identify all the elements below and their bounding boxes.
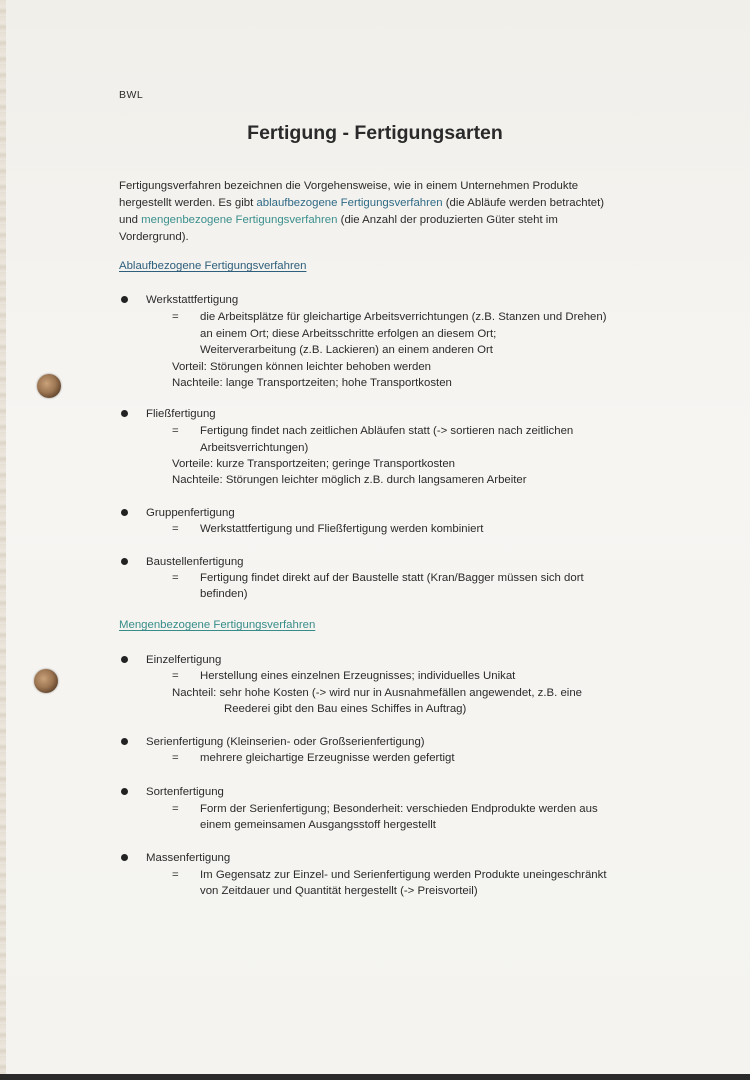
intro-line-2: hergestellt werden. Es gibt ablaufbezogene Fertigungsverfahren (die Abläufe werden betrachtet) xyxy=(119,197,605,209)
equals-sign: = xyxy=(172,670,179,682)
bullet-icon xyxy=(121,410,128,417)
item-detail: Fertigung findet direkt auf der Baustelle statt (Kran/Bagger müssen sich dort xyxy=(200,572,584,584)
item-detail: Arbeitsverrichtungen) xyxy=(200,442,309,454)
equals-sign: = xyxy=(172,803,179,815)
equals-sign: = xyxy=(172,523,179,535)
highlight-ablauf: ablaufbezogene Fertigungsverfahren xyxy=(256,197,443,209)
item-nachteil-cont: Reederei gibt den Bau eines Schiffes in Auftrag) xyxy=(224,703,467,715)
item-title: Serienfertigung (Kleinserien- oder Großserienfertigung) xyxy=(146,736,425,748)
item-title: Fließfertigung xyxy=(146,408,216,420)
bullet-icon xyxy=(121,558,128,565)
bullet-icon xyxy=(121,509,128,516)
intro-line-1: Fertigungsverfahren bezeichnen die Vorgehensweise, wie in einem Unternehmen Produkte xyxy=(119,180,579,192)
subject-label: BWL xyxy=(119,89,144,101)
item-title: Sortenfertigung xyxy=(146,786,224,798)
section-heading-mengen: Mengenbezogene Fertigungsverfahren xyxy=(119,619,316,631)
bullet-icon xyxy=(121,296,128,303)
equals-sign: = xyxy=(172,311,179,323)
item-nachteil: Nachteile: Störungen leichter möglich z.B. durch langsameren Arbeiter xyxy=(172,474,527,486)
punch-hole-lower xyxy=(34,669,58,693)
item-title: Einzelfertigung xyxy=(146,654,222,666)
item-detail: Weiterverarbeitung (z.B. Lackieren) an einem anderen Ort xyxy=(200,344,493,356)
item-nachteil: Nachteile: lange Transportzeiten; hohe Transportkosten xyxy=(172,377,452,389)
paper-bottom-edge xyxy=(0,1074,750,1080)
bullet-icon xyxy=(121,854,128,861)
equals-sign: = xyxy=(172,572,179,584)
item-detail: mehrere gleichartige Erzeugnisse werden gefertigt xyxy=(200,752,455,764)
item-detail: Fertigung findet nach zeitlichen Abläufen statt (-> sortieren nach zeitlichen xyxy=(200,425,574,437)
item-detail: befinden) xyxy=(200,588,248,600)
item-detail: Herstellung eines einzelnen Erzeugnisses; individuelles Unikat xyxy=(200,670,516,682)
paper-left-edge xyxy=(0,0,6,1080)
bullet-icon xyxy=(121,788,128,795)
equals-sign: = xyxy=(172,752,179,764)
bullet-icon xyxy=(121,738,128,745)
item-vorteil: Vorteil: Störungen können leichter behoben werden xyxy=(172,361,432,373)
item-title: Baustellenfertigung xyxy=(146,556,244,568)
equals-sign: = xyxy=(172,869,179,881)
item-vorteil: Vorteile: kurze Transportzeiten; geringe Transportkosten xyxy=(172,458,456,470)
item-detail: die Arbeitsplätze für gleichartige Arbeitsverrichtungen (z.B. Stanzen und Drehen) xyxy=(200,311,607,323)
item-detail: Im Gegensatz zur Einzel- und Serienfertigung werden Produkte uneingeschränkt xyxy=(200,869,607,881)
item-detail: Werkstattfertigung und Fließfertigung werden kombiniert xyxy=(200,523,484,535)
item-nachteil: Nachteil: sehr hohe Kosten (-> wird nur in Ausnahmefällen angewendet, z.B. eine xyxy=(172,687,582,699)
page-title: Fertigung - Fertigungsarten xyxy=(247,122,503,144)
punch-hole-upper xyxy=(37,374,61,398)
equals-sign: = xyxy=(172,425,179,437)
item-detail: an einem Ort; diese Arbeitsschritte erfolgen an diesem Ort; xyxy=(200,328,497,340)
item-title: Gruppenfertigung xyxy=(146,507,235,519)
intro-line-3: und mengenbezogene Fertigungsverfahren (die Anzahl der produzierten Güter steht im xyxy=(119,214,558,226)
intro-line-4: Vordergrund). xyxy=(119,231,189,243)
item-detail: Form der Serienfertigung; Besonderheit: verschieden Endprodukte werden aus xyxy=(200,803,598,815)
item-title: Werkstattfertigung xyxy=(146,294,239,306)
highlight-mengen: mengenbezogene Fertigungsverfahren xyxy=(141,214,338,226)
section-heading-ablauf: Ablaufbezogene Fertigungsverfahren xyxy=(119,260,307,272)
item-detail: von Zeitdauer und Quantität hergestellt (-> Preisvorteil) xyxy=(200,885,478,897)
intro-paragraph xyxy=(119,178,649,246)
bullet-icon xyxy=(121,656,128,663)
item-title: Massenfertigung xyxy=(146,852,231,864)
item-detail: einem gemeinsamen Ausgangsstoff hergestellt xyxy=(200,819,436,831)
